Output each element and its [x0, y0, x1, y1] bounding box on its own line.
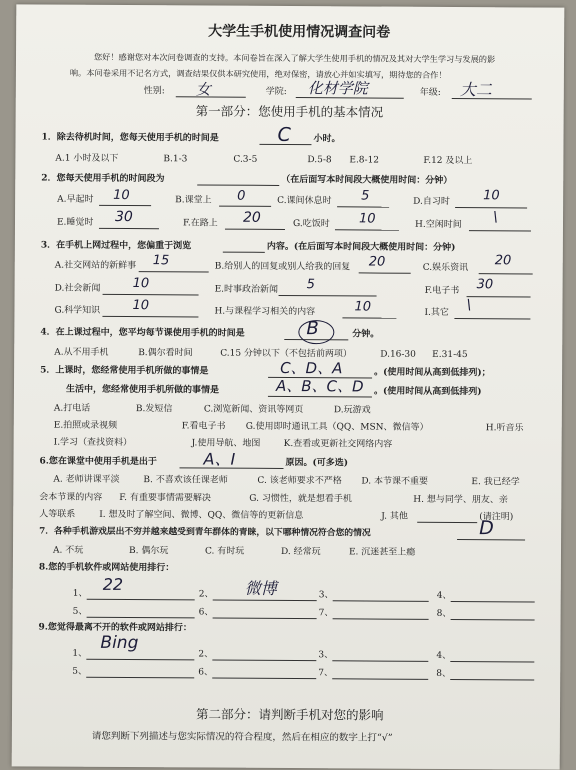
q3-suffix: 内容。(在后面写本时间段大概使用时间：分钟): [266, 241, 456, 254]
q8-num-5: 5、: [72, 606, 88, 617]
q9-num-6: 6、: [198, 667, 214, 678]
q3-item-a-blank[interactable]: [139, 271, 209, 272]
q8-blank-7[interactable]: [333, 618, 429, 620]
q8-num-7: 7、: [318, 608, 334, 619]
q5-option-d: D.玩游戏: [333, 405, 371, 416]
q6-option-h-cont: 人等联系: [39, 509, 76, 520]
q2-item-d-value: 10: [483, 188, 500, 204]
q4-answer: B: [306, 318, 319, 340]
q3-item-e-label: E.时事政治新闻: [214, 284, 279, 295]
q3-item-i-value: \: [466, 297, 472, 314]
q6-answer: A、I: [203, 449, 236, 469]
q1-option-e: E.8-12: [349, 155, 380, 166]
q9-blank-4[interactable]: [450, 661, 534, 663]
q7-option-d: D. 经常玩: [280, 546, 321, 558]
q3-item-c-blank[interactable]: [479, 273, 533, 274]
q9-num-2: 2、: [198, 649, 214, 660]
q5-option-g: G.使用即时通讯工具（QQ、MSN、微信等）: [245, 421, 429, 433]
q3-item-d-value: 10: [132, 276, 150, 292]
q5-answer-1: C、D、A: [280, 358, 343, 378]
q2-item-e-value: 30: [114, 208, 133, 226]
q1-answer: C: [277, 123, 291, 147]
q2-item-g-label: G.吃饭时: [292, 219, 330, 230]
part1-title: 第一部分：您使用手机的基本情况: [195, 103, 384, 120]
q2-item-g-value: 10: [358, 211, 376, 227]
q9-blank-7[interactable]: [332, 678, 428, 680]
q2-item-h-label: H.空闲时间: [414, 219, 462, 231]
q5-text-1: 5．上课时，您经常使用手机所做的事情是: [40, 365, 209, 377]
q4-option-a: A.从不用手机: [54, 347, 109, 358]
gender-answer: 女: [195, 80, 211, 99]
q7-text: 7．各种手机游戏层出不穷并越来越受到青年群体的青睐，以下哪种情况符合您的情况: [39, 526, 371, 539]
q2-item-f-label: F.在路上: [182, 218, 218, 229]
q3-item-d-blank[interactable]: [103, 294, 199, 296]
q5-text-2: 生活中，您经常使用手机所做的事情是: [65, 384, 220, 396]
q9-text: 9.您觉得最离不开的软件或网站排行：: [38, 622, 192, 634]
page-title: 大学生手机使用情况调查问卷: [208, 23, 391, 41]
q9-num-7: 7、: [318, 668, 334, 679]
intro-line-2: 响。本问卷采用不记名方式，调查结果仅供本研究使用，绝对保密，请放心并如实填写，期待您的合作！: [69, 67, 447, 80]
q3-item-h-blank[interactable]: [342, 317, 396, 318]
q8-num-1: 1、: [72, 588, 88, 599]
q3-item-a-label: A.社交网站的新鲜事: [54, 260, 137, 272]
q3-blank[interactable]: [223, 252, 265, 253]
q5-option-k: K.查看或更新社交网络内容: [283, 438, 393, 450]
q9-blank-6[interactable]: [212, 678, 316, 680]
q8-blank-4[interactable]: [451, 601, 535, 603]
q6-option-h: H. 想与同学、朋友、亲: [413, 494, 508, 506]
q9-blank-1[interactable]: [86, 659, 194, 661]
q6-other-blank[interactable]: [417, 522, 477, 523]
grade-answer: 大二: [459, 80, 492, 100]
q7-option-e: E. 沉迷甚至上瘾: [348, 547, 416, 558]
q3-item-a-value: 15: [152, 253, 170, 269]
q8-answer-1: 22: [102, 574, 124, 594]
q8-blank-3[interactable]: [333, 600, 429, 602]
q4-option-d: D.16-30: [380, 349, 416, 360]
q2-item-b-value: 0: [237, 188, 246, 204]
q2-item-f-blank[interactable]: [225, 229, 285, 230]
q9-num-1: 1、: [72, 648, 88, 659]
q2-item-b-label: B.课堂上: [175, 195, 212, 206]
q3-item-b-blank[interactable]: [359, 272, 411, 273]
q3-item-i-blank[interactable]: [454, 318, 530, 319]
q5-answer-2: A、B、C、D: [275, 376, 364, 396]
q2-item-e-label: E.睡觉时: [56, 217, 94, 228]
q8-blank-1[interactable]: [87, 599, 195, 601]
q3-item-d-label: D.社会新闻: [54, 283, 101, 294]
intro-line-1: 您好！感谢您对本次问卷调查的支持。本问卷旨在深入了解大学生使用手机的情况及其对大学生学习与发展的影: [93, 51, 496, 65]
q2-item-c-value: 5: [361, 188, 370, 204]
q9-num-4: 4、: [436, 650, 452, 662]
q5-option-j: J.使用导航、地图: [191, 438, 261, 449]
q1-option-f: F.12 及以上: [423, 155, 473, 167]
q1-option-a: A.1 小时及以下: [55, 153, 119, 164]
q8-num-8: 8、: [436, 608, 452, 620]
q2-item-d-label: D.自习时: [413, 196, 450, 207]
q2-item-c-blank[interactable]: [337, 206, 389, 207]
part2-title: 第二部分：请判断手机对您的影响: [195, 706, 384, 723]
q6-option-c: C. 该老师要求不严格: [257, 475, 342, 487]
q4-answer-circle: [298, 320, 334, 344]
q3-item-e-blank[interactable]: [279, 295, 377, 297]
q3-item-f-label: F.电子书: [424, 285, 460, 297]
q6-option-b: B. 不喜欢该任课老师: [143, 475, 228, 486]
q3-item-h-label: H.与课程学习相关的内容: [214, 306, 316, 318]
q5-suffix-2: 。(使用时间从高到低排列): [373, 386, 482, 398]
q3-item-h-value: 10: [354, 299, 372, 315]
q8-num-2: 2、: [198, 589, 214, 600]
q3-item-g-blank[interactable]: [102, 316, 198, 318]
gender-label: 性别:: [143, 86, 165, 97]
q7-answer: D: [479, 517, 494, 540]
q8-num-3: 3、: [318, 590, 334, 601]
q2-text: 2．您每天使用手机的时间段为: [41, 173, 165, 185]
q4-option-e: E.31-45: [432, 349, 468, 361]
q7-option-a: A. 不玩: [52, 545, 84, 556]
q5-option-b: B.发短信: [135, 404, 173, 415]
q2-item-b-blank[interactable]: [219, 206, 271, 207]
q1-text: 1．除去待机时间，您每天使用手机的时间是: [41, 132, 219, 144]
q5-option-a: A.打电话: [53, 403, 91, 414]
q2-item-e-blank[interactable]: [99, 228, 159, 229]
q3-item-c-value: 20: [494, 253, 512, 269]
q3-item-b-label: B.给别人的回复或别人给我的回复: [214, 261, 351, 273]
q9-blank-3[interactable]: [332, 660, 428, 662]
q9-blank-2[interactable]: [212, 660, 316, 662]
q4-option-b: B.偶尔看时间: [138, 348, 193, 359]
q4-text: 4．在上课过程中，您平均每节课使用手机的时间是: [40, 327, 245, 339]
q3-item-g-value: 10: [132, 298, 150, 314]
q3-item-g-label: G.科学知识: [54, 305, 101, 316]
q2-item-d-blank[interactable]: [455, 207, 527, 208]
q2-suffix: （在后面写本时间段大概使用时间：分钟）: [281, 174, 453, 186]
q8-blank-8[interactable]: [451, 619, 535, 621]
q1-option-d: D.5-8: [307, 155, 332, 166]
q1-option-c: C.3-5: [233, 154, 258, 165]
q6-other-note: (请注明): [479, 512, 514, 523]
q3-item-b-value: 20: [368, 254, 386, 270]
college-answer: 化材学院: [307, 79, 368, 98]
q9-answer-1: Bing: [100, 632, 139, 654]
q6-option-e-cont: 会本节课的内容: [39, 492, 103, 503]
q6-option-j: J. 其他: [381, 511, 408, 522]
q2-item-g-blank[interactable]: [335, 229, 399, 230]
q5-option-h: H.听音乐: [485, 423, 524, 434]
q5-option-f: F.看电子书: [181, 421, 226, 432]
q5-option-i: I.学习（查找资料）: [53, 437, 133, 449]
q8-blank-6[interactable]: [213, 618, 317, 620]
q2-item-h-blank[interactable]: [469, 230, 531, 231]
part2-instructions: 请您判断下列描述与您实际情况的符合程度，然后在相应的数字上打“√”: [91, 730, 393, 744]
q7-option-c: C. 有时玩: [204, 546, 245, 557]
q2-blank[interactable]: [197, 184, 279, 186]
q5-option-c: C.浏览新闻、资讯等网页: [203, 404, 304, 416]
q3-item-c-label: C.娱乐资讯: [422, 262, 469, 274]
q6-suffix: 原因。(可多选): [285, 457, 349, 469]
q5-option-e: E.拍照或录视频: [53, 420, 118, 431]
q8-answer-2: 微博: [244, 578, 277, 598]
grade-label: 年级:: [419, 87, 441, 98]
college-label: 学院:: [265, 86, 287, 97]
q6-option-e: E. 我已经学: [471, 477, 520, 488]
q2-item-a-blank[interactable]: [99, 205, 151, 206]
q1-option-b: B.1-3: [163, 154, 188, 165]
q3-item-e-value: 5: [306, 277, 315, 293]
q2-item-a-value: 10: [113, 187, 130, 204]
q6-option-f: F. 有重要事情需要解决: [119, 492, 211, 504]
q5-suffix-1: 。(使用时间从高到低排列)；: [374, 367, 491, 379]
q6-option-g: G. 习惯性，就是想看手机: [249, 493, 352, 505]
q2-item-f-value: 20: [242, 209, 261, 226]
q8-num-6: 6、: [198, 607, 214, 618]
q9-blank-8[interactable]: [450, 679, 534, 681]
q8-num-4: 4、: [436, 590, 452, 602]
q6-text: 6.您在课堂中使用手机是出于: [39, 456, 157, 468]
q3-item-f-blank[interactable]: [467, 296, 531, 297]
q3-item-i-label: I.其它: [424, 307, 449, 318]
q2-item-c-label: C.课间休息时: [277, 195, 332, 207]
q4-option-c: C.15 分钟以下（不包括前两项）: [220, 348, 352, 360]
q2-item-a-label: A.早起时: [57, 194, 94, 205]
q1-suffix: 小时。: [313, 134, 341, 145]
q9-blank-5[interactable]: [86, 677, 194, 679]
q6-option-d: D. 本节课不重要: [361, 476, 429, 487]
q2-item-h-value: \: [492, 209, 498, 226]
questionnaire-page: [12, 4, 565, 769]
q3-text: 3．在手机上网过程中，您偏重于浏览: [40, 240, 192, 252]
q3-item-f-value: 30: [476, 277, 494, 293]
q8-blank-5[interactable]: [87, 617, 195, 619]
q8-blank-2[interactable]: [213, 600, 317, 602]
q9-num-8: 8、: [436, 668, 452, 680]
q4-suffix: 分钟。: [352, 329, 380, 340]
q8-text: 8.您的手机软件或网站使用排行：: [38, 562, 175, 574]
q6-option-a: A. 老师讲课平淡: [53, 474, 120, 485]
q9-num-5: 5、: [72, 666, 88, 677]
q9-num-3: 3、: [318, 650, 334, 661]
q7-option-b: B. 偶尔玩: [128, 546, 169, 557]
q6-option-i: I. 想及时了解空间、微博、QQ、微信等的更新信息: [99, 509, 304, 522]
